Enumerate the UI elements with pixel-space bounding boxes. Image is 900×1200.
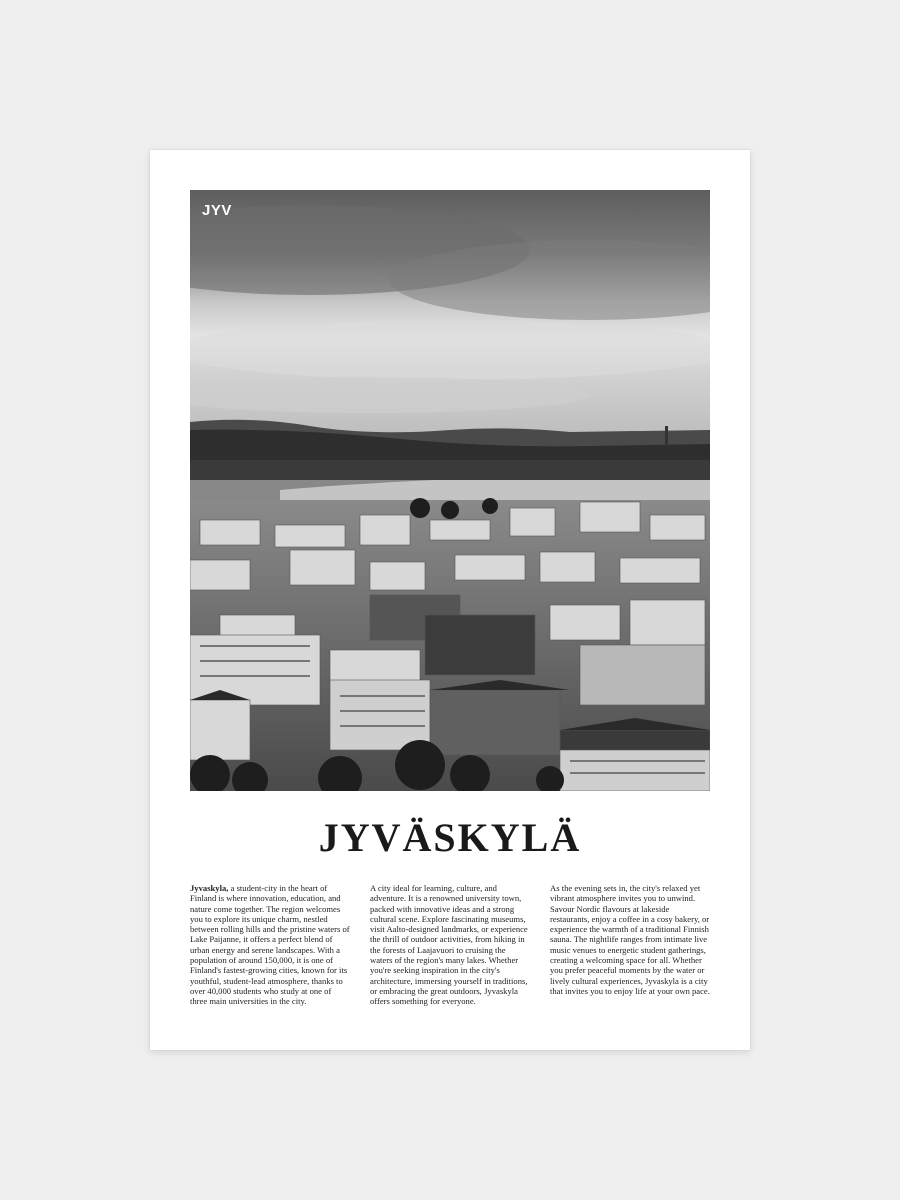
column-1-lead: Jyvaskyla,	[190, 883, 229, 893]
city-photo-graphic	[190, 190, 710, 791]
city-photo	[190, 190, 710, 791]
text-column-1	[190, 883, 350, 1007]
text-column-3	[550, 883, 710, 996]
column-3-text: As the evening sets in, the city's relaxed yet vibrant atmosphere invites you to unwind. Savour Nordic flavours at lakeside restaurants, enjoy a coffee in a cosy bakery, or experience the warmth of a traditional Finnish sauna. The nightlife ranges from intimate live music venues to energetic student gatherings, creating a welcoming space for all. Whether you prefer peaceful moments by the water or lively cultural experiences, Jyvaskyla is a city that invites you to enjoy life at your own pace.	[550, 883, 710, 996]
column-1-text: a student-city in the heart of Finland is where innovation, education, and nature come together. The region welcomes you to explore its unique charm, nestled between rolling hills and the pristine waters of Lake Paijanne, it offers a perfect blend of urban energy and serene landscapes. With a population of around 150,000, it is one of Finland's fastest-growing cities, known for its youthful, student-lead atmosphere, thanks to over 40,000 students who study at one of three main universities in the city.	[190, 883, 350, 1007]
text-column-2	[370, 883, 530, 1007]
poster-title: JYVÄSKYLÄ	[318, 815, 582, 860]
poster	[150, 150, 750, 1050]
city-code-tag: JYV	[202, 202, 232, 219]
column-2-text: A city ideal for learning, culture, and adventure. It is a renowned university town, packed with innovative ideas and a strong cultural scene. Explore fascinating museums, visit Aalto-designed landmarks, or experience the thrill of outdoor activities, from hiking in the forests of Laajavuori to cruising the waters of the region's many lakes. Whether you're seeking inspiration in the city's architecture, immersing yourself in traditions, or embracing the great outdoors, Jyvaskyla offers something for everyone.	[370, 883, 528, 1007]
